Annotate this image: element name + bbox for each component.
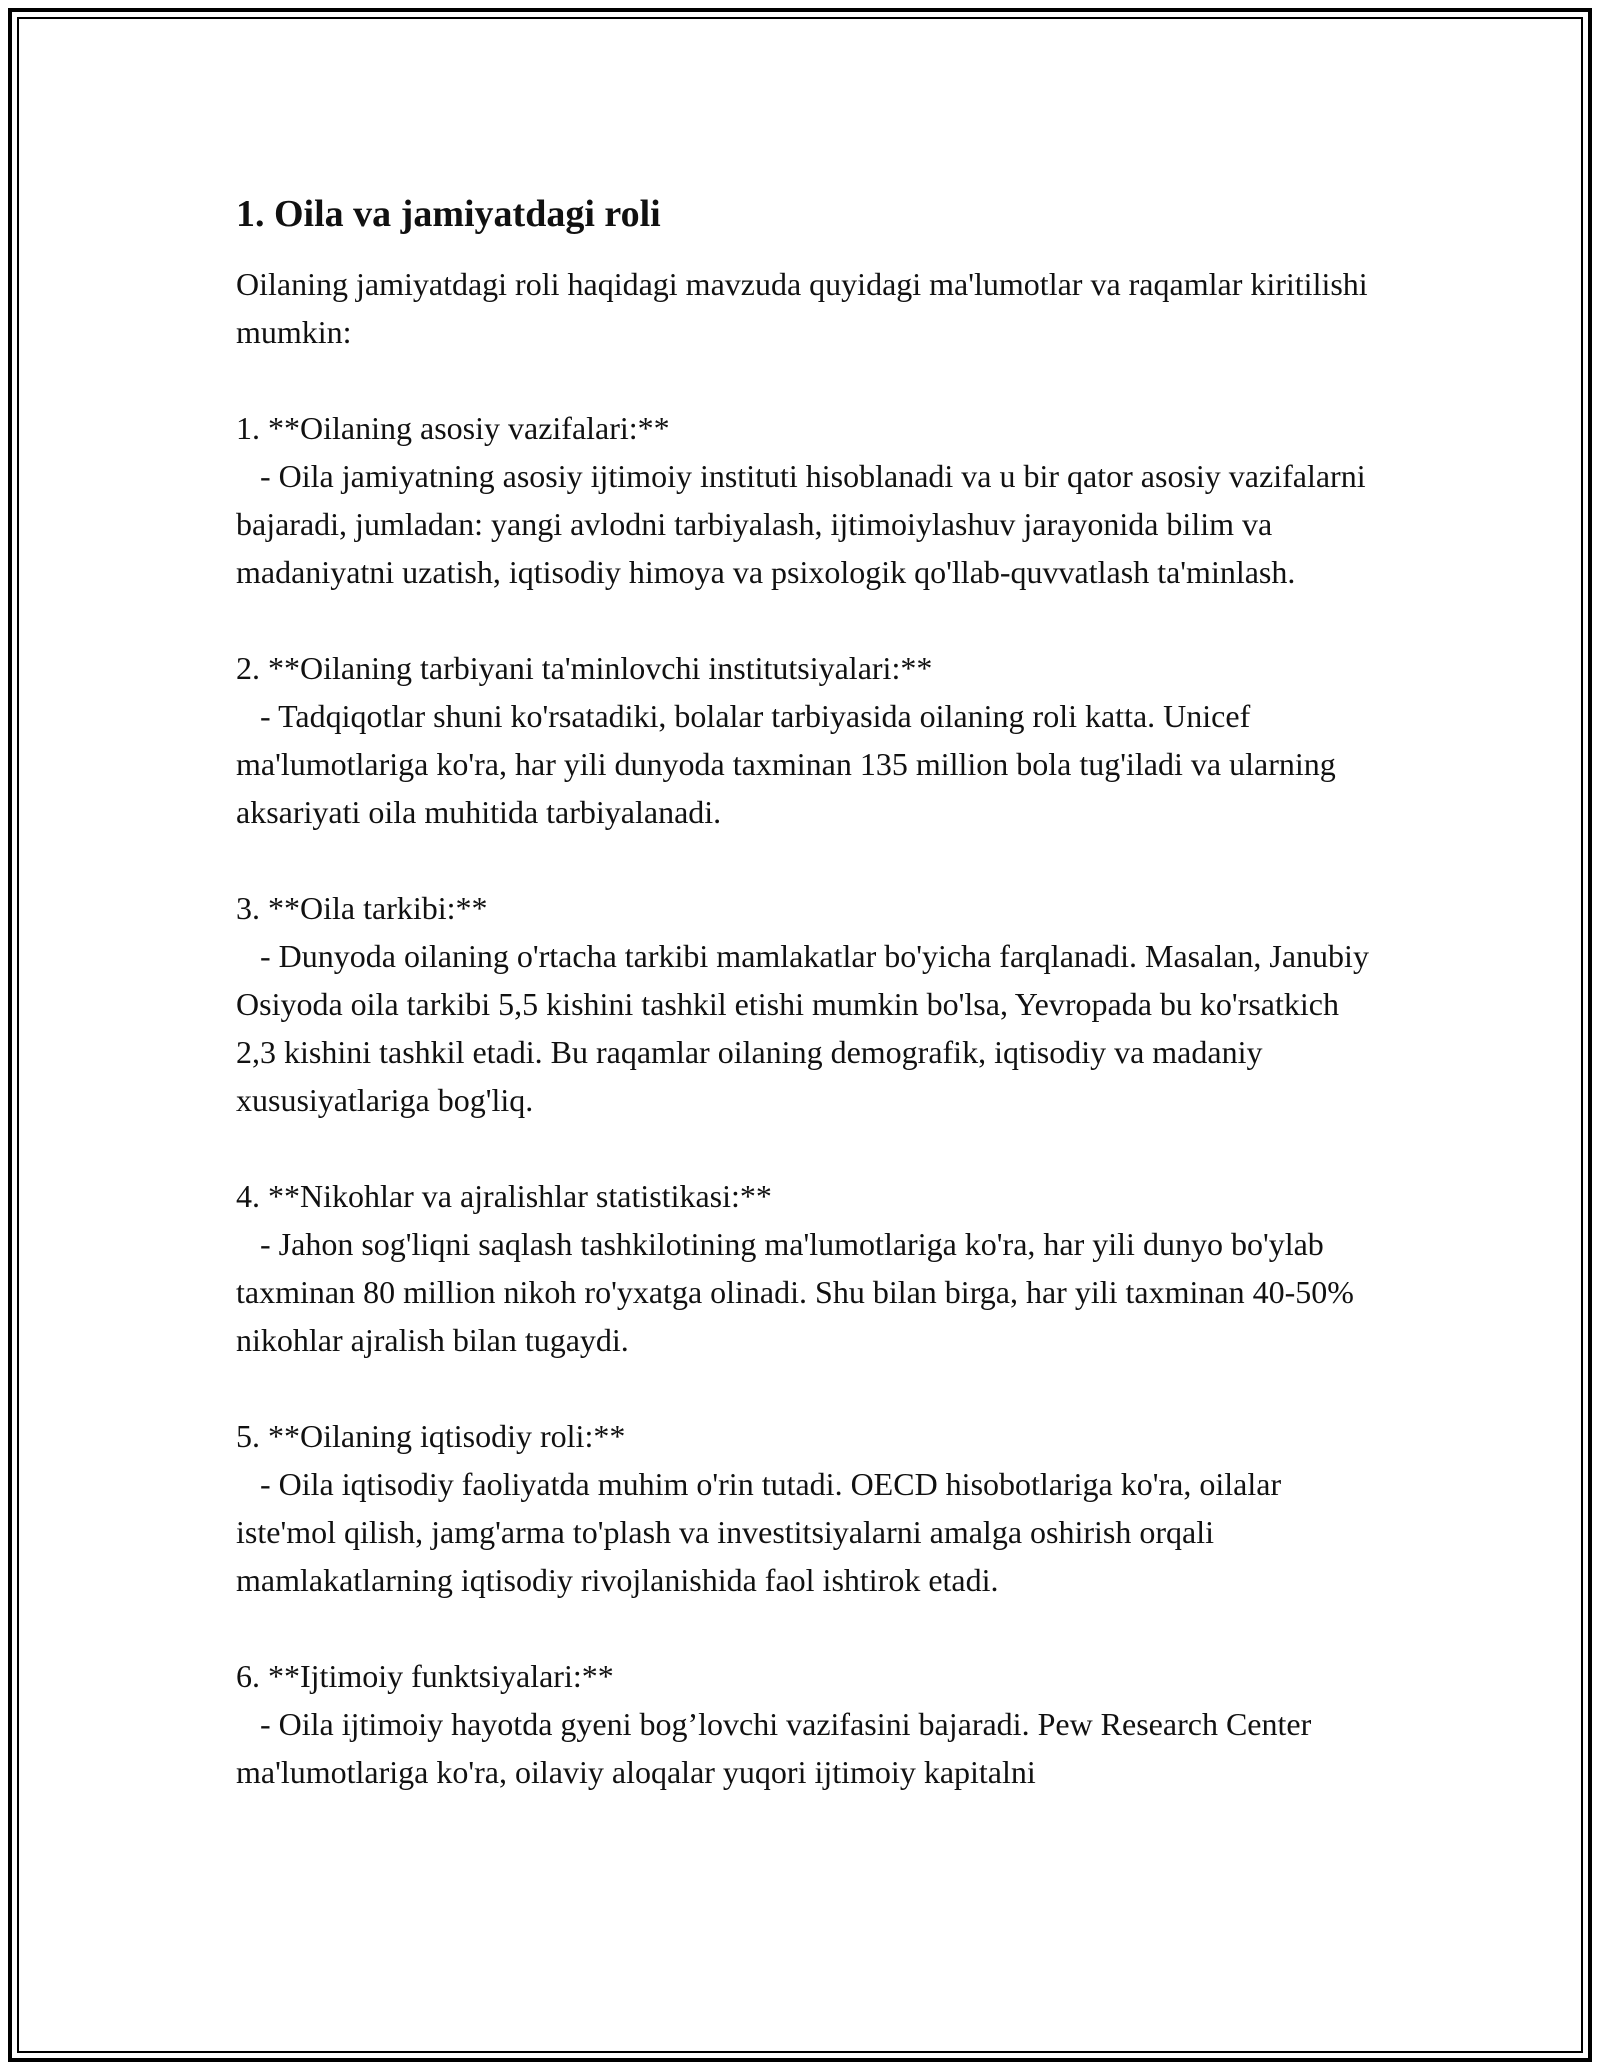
section-body-text: - Oila jamiyatning asosiy ijtimoiy instituti hisoblanadi va u bir qator asosiy vazifalarni bajaradi, jumladan: yangi avlodni tarbiyalash, ijtimoiylashuv jarayonida bilim va madaniyatni uzatish, iqtisodiy himoya va psixologik qo'llab-quvvatlash ta'minlash. — [236, 458, 1366, 590]
section-body — [236, 1460, 1386, 1604]
section-body-text: - Dunyoda oilaning o'rtacha tarkibi mamlakatlar bo'yicha farqlanadi. Masalan, Janubiy Osiyoda oila tarkibi 5,5 kishini tashkil etishi mumkin bo'lsa, Yevropada bu ko'rsatkich 2,3 kishini tashkil etadi. Bu raqamlar oilaning demografik, iqtisodiy va madaniy xususiyatlariga bog'liq. — [236, 938, 1369, 1118]
section-heading: 3. **Oila tarkibi:** — [236, 890, 488, 926]
section-body — [236, 932, 1386, 1124]
section-1 — [236, 404, 1386, 596]
section-heading: 5. **Oilaning iqtisodiy roli:** — [236, 1418, 626, 1454]
section-heading: 2. **Oilaning tarbiyani ta'minlovchi institutsiyalari:** — [236, 650, 933, 686]
section-6 — [236, 1652, 1386, 1796]
section-heading: 4. **Nikohlar va ajralishlar statistikasi:** — [236, 1178, 772, 1214]
section-heading: 1. **Oilaning asosiy vazifalari:** — [236, 410, 670, 446]
section-body-text: - Oila iqtisodiy faoliyatda muhim o'rin tutadi. OECD hisobotlariga ko'ra, oilalar iste'mol qilish, jamg'arma to'plash va investitsiyalarni amalga oshirish orqali mamlakatlarning iqtisodiy rivojlanishida faol ishtirok etadi. — [236, 1466, 1282, 1598]
section-2 — [236, 644, 1386, 836]
section-body — [236, 692, 1386, 836]
section-5 — [236, 1412, 1386, 1604]
intro-paragraph: Oilaning jamiyatdagi roli haqidagi mavzuda quyidagi ma'lumotlar va raqamlar kiritilishi mumkin: — [236, 266, 1368, 350]
document-title: 1. Oila va jamiyatdagi roli — [236, 193, 661, 235]
section-body — [236, 1220, 1386, 1364]
section-body — [236, 1700, 1386, 1796]
document-body — [236, 186, 1386, 1796]
section-4 — [236, 1172, 1386, 1364]
section-heading: 6. **Ijtimoiy funktsiyalari:** — [236, 1658, 614, 1694]
section-body-text: - Oila ijtimoiy hayotda gyeni bog’lovchi vazifasini bajaradi. Pew Research Center ma'lumotlariga ko'ra, oilaviy aloqalar yuqori ijtimoiy kapitalni — [236, 1706, 1312, 1790]
section-body — [236, 452, 1386, 596]
section-body-text: - Jahon sog'liqni saqlash tashkilotining ma'lumotlariga ko'ra, har yili dunyo bo'ylab taxminan 80 million nikoh ro'yxatga olinadi. Shu bilan birga, har yili taxminan 40-50% nikohlar ajralish bilan tugaydi. — [236, 1226, 1354, 1358]
section-body-text: - Tadqiqotlar shuni ko'rsatadiki, bolalar tarbiyasida oilaning roli katta. Unicef ma'lumotlariga ko'ra, har yili dunyoda taxminan 135 million bola tug'iladi va ularning aksariyati oila muhitida tarbiyalanadi. — [236, 698, 1336, 830]
section-3 — [236, 884, 1386, 1124]
